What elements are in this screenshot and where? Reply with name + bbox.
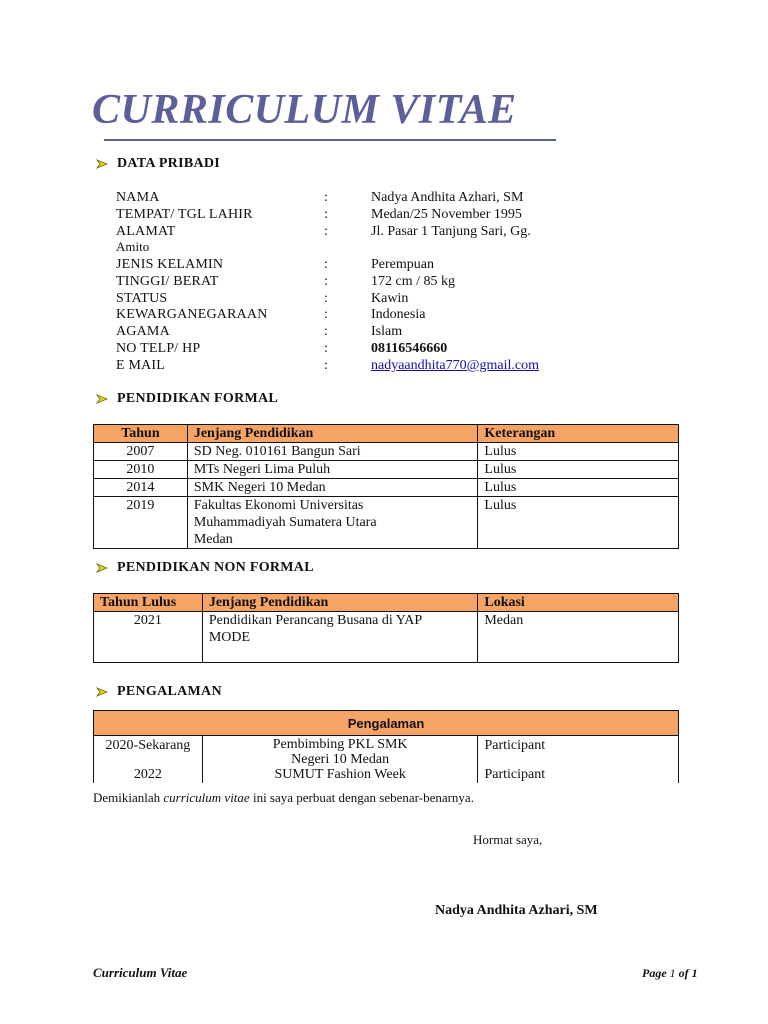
bullet-arrow-icon bbox=[96, 562, 108, 574]
table-header-row bbox=[94, 425, 679, 443]
table-header-row bbox=[94, 711, 679, 736]
table-header: Lokasi bbox=[478, 594, 679, 612]
field-value: Indonesia bbox=[371, 307, 426, 322]
field-label: NAMA bbox=[116, 190, 160, 205]
table-cell-note: Lulus bbox=[478, 461, 679, 479]
table-row bbox=[94, 736, 679, 768]
table-cell-year: 2022 bbox=[94, 767, 203, 783]
table-cell-year: 2014 bbox=[94, 479, 188, 497]
table-cell-position: Participant bbox=[478, 767, 679, 783]
section-title: PENDIDIKAN FORMAL bbox=[117, 391, 279, 406]
section-title: DATA PRIBADI bbox=[117, 156, 221, 171]
field-label: STATUS bbox=[116, 291, 168, 306]
field-label: TINGGI/ BERAT bbox=[116, 274, 219, 289]
field-colon: : bbox=[324, 341, 328, 356]
field-colon: : bbox=[324, 291, 328, 306]
closing-text: Demikianlah bbox=[93, 790, 164, 805]
field-colon: : bbox=[324, 207, 328, 222]
table-cell-year: 2007 bbox=[94, 443, 188, 461]
table-cell-year: 2019 bbox=[94, 497, 188, 549]
field-value: Islam bbox=[371, 324, 403, 339]
section-title: PENGALAMAN bbox=[117, 684, 222, 699]
footer-doc-title: Curriculum Vitae bbox=[93, 965, 188, 980]
table-row bbox=[94, 612, 679, 663]
table-cell-position: Participant bbox=[478, 736, 679, 768]
footer-of-word: of bbox=[678, 966, 689, 980]
bullet-arrow-icon bbox=[96, 686, 108, 698]
table-header: Keterangan bbox=[478, 425, 679, 443]
table-cell-note: Lulus bbox=[478, 497, 679, 549]
table-header: Tahun Lulus bbox=[94, 594, 203, 612]
field-label: E MAIL bbox=[116, 358, 166, 373]
table-cell-year: 2010 bbox=[94, 461, 188, 479]
field-colon: : bbox=[324, 324, 328, 339]
table-cell-note: Lulus bbox=[478, 479, 679, 497]
table-header-row bbox=[94, 594, 679, 612]
experience-table bbox=[93, 710, 679, 783]
table-header: Jenjang Pendidikan bbox=[202, 594, 478, 612]
address-continuation: Amito bbox=[116, 239, 150, 254]
table-cell-location: Medan bbox=[478, 612, 679, 663]
field-value: Perempuan bbox=[371, 257, 434, 272]
table-cell-role: Pembimbing PKL SMK Negeri 10 Medan bbox=[202, 736, 478, 768]
field-colon: : bbox=[324, 307, 328, 322]
table-row bbox=[94, 767, 679, 783]
field-colon: : bbox=[324, 257, 328, 272]
table-row bbox=[94, 497, 679, 549]
table-header: Tahun bbox=[94, 425, 188, 443]
table-row bbox=[94, 479, 679, 497]
table-header: Jenjang Pendidikan bbox=[187, 425, 478, 443]
section-personal bbox=[96, 155, 220, 173]
table-cell-level: Fakultas Ekonomi Universitas Muhammadiyah Sumatera Utara Medan bbox=[187, 497, 478, 549]
table-row bbox=[94, 461, 679, 479]
section-nonformal bbox=[96, 559, 314, 577]
field-colon: : bbox=[324, 190, 328, 205]
field-label: KEWARGANEGARAAN bbox=[116, 307, 268, 322]
field-value: Kawin bbox=[371, 291, 409, 306]
field-label: NO TELP/ HP bbox=[116, 341, 201, 356]
page-title: CURRICULUM VITAE bbox=[92, 87, 517, 133]
closing-text: ini saya perbuat dengan sebenar-benarnya. bbox=[249, 790, 474, 805]
field-value: Medan/25 November 1995 bbox=[371, 207, 522, 222]
table-cell-level: Pendidikan Perancang Busana di YAP MODE bbox=[202, 612, 478, 663]
section-title: PENDIDIKAN NON FORMAL bbox=[117, 560, 314, 575]
signer-name: Nadya Andhita Azhari, SM bbox=[435, 903, 598, 918]
footer-page-word: Page bbox=[642, 966, 667, 980]
formal-education-table bbox=[93, 424, 679, 549]
field-colon: : bbox=[324, 224, 328, 239]
phone-value: 08116546660 bbox=[371, 341, 448, 356]
footer-page-num: 1 bbox=[669, 966, 676, 980]
table-cell-level: SMK Negeri 10 Medan bbox=[187, 479, 478, 497]
table-cell-note: Lulus bbox=[478, 443, 679, 461]
table-cell-year: 2021 bbox=[94, 612, 203, 663]
table-header: Pengalaman bbox=[94, 711, 679, 736]
table-cell-year: 2020-Sekarang bbox=[94, 736, 203, 768]
regards-text: Hormat saya, bbox=[473, 832, 543, 847]
closing-italic: curriculum vitae bbox=[163, 790, 250, 805]
table-cell-level: MTs Negeri Lima Puluh bbox=[187, 461, 478, 479]
field-colon: : bbox=[324, 358, 328, 373]
field-label: ALAMAT bbox=[116, 224, 176, 239]
field-label: AGAMA bbox=[116, 324, 170, 339]
field-colon: : bbox=[324, 274, 328, 289]
field-value: 172 cm / 85 kg bbox=[371, 274, 455, 289]
section-formal bbox=[96, 390, 278, 408]
email-link[interactable]: nadyaandhita770@gmail.com bbox=[371, 358, 540, 373]
nonformal-education-table bbox=[93, 593, 679, 663]
bullet-arrow-icon bbox=[96, 393, 108, 405]
title-underline bbox=[104, 139, 556, 141]
table-cell-role: SUMUT Fashion Week bbox=[202, 767, 478, 783]
bullet-arrow-icon bbox=[96, 158, 108, 170]
field-value: Jl. Pasar 1 Tanjung Sari, Gg. bbox=[371, 224, 531, 239]
field-label: TEMPAT/ TGL LAHIR bbox=[116, 207, 253, 222]
closing-statement bbox=[93, 789, 474, 806]
footer-page-number bbox=[642, 965, 698, 982]
table-row bbox=[94, 443, 679, 461]
table-cell-level: SD Neg. 010161 Bangun Sari bbox=[187, 443, 478, 461]
field-label: JENIS KELAMIN bbox=[116, 257, 224, 272]
footer-page-total: 1 bbox=[691, 966, 698, 980]
section-experience bbox=[96, 683, 222, 701]
field-value: Nadya Andhita Azhari, SM bbox=[371, 190, 524, 205]
